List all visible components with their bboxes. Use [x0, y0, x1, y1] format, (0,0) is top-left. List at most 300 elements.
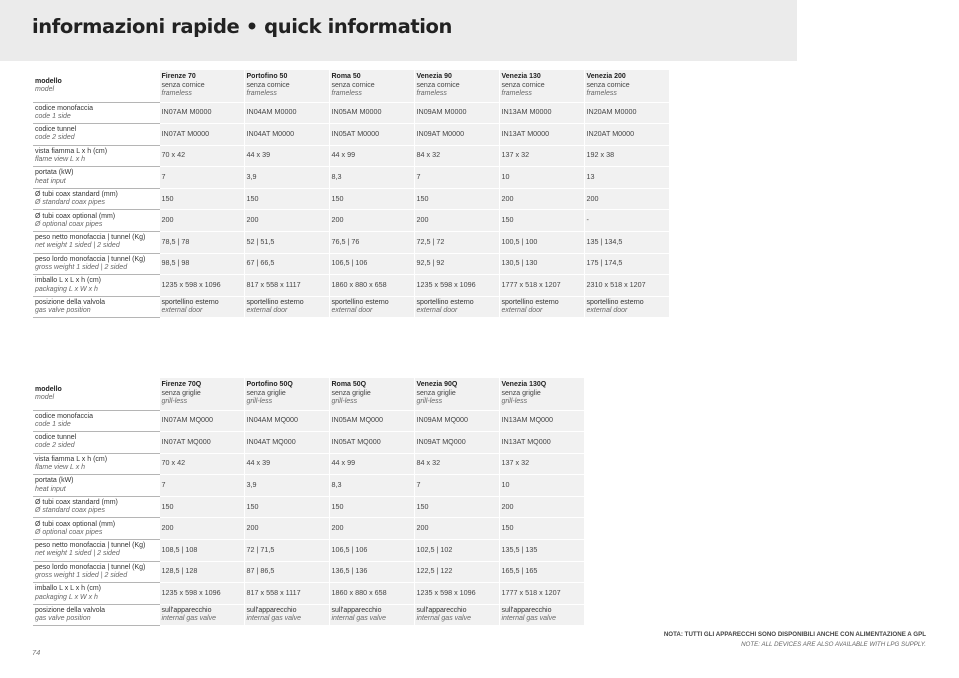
spec-value: 150	[416, 193, 429, 203]
spec-value-cell	[329, 518, 414, 540]
spec-value-cell	[584, 188, 669, 210]
spec-value-cell	[414, 253, 499, 275]
spec-value: 2310 x 518 x 1207	[586, 279, 646, 289]
spec-value-cell	[499, 296, 584, 318]
spec-value-cell	[329, 475, 414, 497]
model-variant: senza cornice	[331, 81, 375, 89]
spec-value-cell	[329, 253, 414, 275]
spec-label-cell	[33, 561, 159, 583]
model-label-en: model	[35, 85, 55, 93]
spec-value-cell	[329, 210, 414, 232]
spec-value-cell	[329, 453, 414, 475]
spec-value: 10	[501, 171, 510, 181]
model-label: modello	[35, 77, 62, 85]
spec-value-cell	[159, 167, 244, 189]
model-variant-en: grill-less	[331, 397, 358, 405]
spec-value: 92,5 | 92	[416, 258, 445, 268]
model-header-cell	[499, 70, 584, 102]
spec-value-en: external door	[416, 307, 458, 315]
spec-label-cell	[33, 540, 159, 562]
spec-value-cell	[329, 167, 414, 189]
spec-row	[33, 604, 584, 626]
spec-label-cell	[33, 167, 159, 189]
spec-label: peso netto monofaccia | tunnel (Kg)	[35, 234, 146, 242]
spec-value: 150	[246, 193, 259, 203]
spec-value: 3,9	[246, 479, 257, 489]
spec-row	[33, 210, 669, 232]
spec-value-cell	[159, 253, 244, 275]
spec-value: 136,5 | 136	[331, 566, 368, 576]
spec-value-cell	[244, 540, 329, 562]
model-header-cell	[159, 378, 244, 410]
spec-value: sull'apparecchio	[161, 606, 212, 614]
spec-value-cell	[499, 124, 584, 146]
spec-value-cell	[329, 296, 414, 318]
spec-value-cell	[414, 475, 499, 497]
spec-value: sull'apparecchio	[246, 606, 297, 614]
spec-label-cell	[33, 410, 159, 432]
model-variant-en: frameless	[161, 89, 192, 97]
spec-value-en: external door	[246, 307, 288, 315]
spec-value: 200	[501, 501, 514, 511]
spec-value-cell	[499, 232, 584, 254]
spec-label: codice tunnel	[35, 126, 77, 134]
spec-value: IN09AM MQ000	[416, 415, 469, 425]
spec-value-en: internal gas valve	[246, 615, 301, 623]
spec-value: IN09AT MQ000	[416, 436, 466, 446]
spec-label-cell	[33, 453, 159, 475]
model-variant-en: frameless	[331, 89, 362, 97]
spec-value: 67 | 66,5	[246, 258, 275, 268]
spec-value: 200	[161, 215, 174, 225]
spec-table-frameless	[33, 70, 669, 318]
spec-value: IN13AT M0000	[501, 128, 550, 138]
model-variant: senza griglie	[416, 389, 456, 397]
spec-value-cell	[414, 210, 499, 232]
spec-label-en: heat input	[35, 485, 66, 493]
spec-value: IN04AT M0000	[246, 128, 295, 138]
spec-value: 135,5 | 135	[501, 544, 538, 554]
spec-label: posizione della valvola	[35, 298, 106, 306]
spec-label-en: code 2 sided	[35, 442, 75, 450]
spec-value-cell	[414, 410, 499, 432]
spec-value: IN04AM M0000	[246, 107, 297, 117]
spec-value-cell	[584, 253, 669, 275]
spec-label: portata (kW)	[35, 169, 74, 177]
model-variant-en: grill-less	[501, 397, 528, 405]
spec-value-cell	[329, 275, 414, 297]
spec-row	[33, 475, 584, 497]
spec-value-cell	[414, 561, 499, 583]
spec-value: IN04AT MQ000	[246, 436, 296, 446]
model-name: Firenze 70	[161, 73, 196, 81]
spec-value: 13	[586, 171, 595, 181]
spec-value-cell	[499, 188, 584, 210]
spec-value-cell	[584, 167, 669, 189]
spec-value: 200	[331, 215, 344, 225]
model-header-cell	[414, 378, 499, 410]
spec-value-cell	[159, 453, 244, 475]
model-variant: senza cornice	[416, 81, 460, 89]
spec-value-cell	[244, 583, 329, 605]
spec-value: IN07AT M0000	[161, 128, 210, 138]
spec-label: posizione della valvola	[35, 606, 106, 614]
spec-value: 1235 x 598 x 1096	[161, 587, 221, 597]
spec-value-cell	[159, 124, 244, 146]
spec-value: 52 | 51,5	[246, 236, 275, 246]
spec-row	[33, 432, 584, 454]
model-name: Roma 50	[331, 73, 361, 81]
spec-value-cell	[414, 275, 499, 297]
spec-value: 135 | 134,5	[586, 236, 623, 246]
spec-value: IN07AM MQ000	[161, 415, 214, 425]
spec-value: 7	[416, 479, 421, 489]
spec-value-cell	[159, 232, 244, 254]
spec-value: 200	[416, 215, 429, 225]
spec-value: 1235 x 598 x 1096	[161, 279, 221, 289]
spec-value-cell	[499, 432, 584, 454]
spec-value: 150	[501, 523, 514, 533]
spec-label-en: gas valve position	[35, 615, 91, 623]
model-variant: senza cornice	[586, 81, 630, 89]
spec-value-cell	[159, 296, 244, 318]
spec-value: 130,5 | 130	[501, 258, 538, 268]
model-header-cell	[584, 70, 669, 102]
spec-value: 150	[161, 501, 174, 511]
spec-value-cell	[414, 188, 499, 210]
model-header-cell	[329, 378, 414, 410]
spec-value-cell	[159, 604, 244, 626]
spec-value: 106,5 | 106	[331, 544, 368, 554]
spec-value: 150	[501, 215, 514, 225]
spec-value-cell	[414, 124, 499, 146]
spec-value-en: internal gas valve	[501, 615, 556, 623]
spec-value: 108,5 | 108	[161, 544, 198, 554]
spec-value-en: internal gas valve	[331, 615, 386, 623]
spec-label: Ø tubi coax standard (mm)	[35, 498, 118, 506]
spec-value-cell	[244, 453, 329, 475]
spec-value: 200	[246, 215, 259, 225]
spec-row	[33, 167, 669, 189]
spec-value-cell	[244, 145, 329, 167]
spec-value: 1235 x 598 x 1096	[416, 279, 476, 289]
spec-row	[33, 453, 584, 475]
model-header-cell	[414, 70, 499, 102]
model-variant: senza cornice	[246, 81, 290, 89]
spec-value-cell	[329, 496, 414, 518]
model-name: Venezia 90Q	[416, 381, 458, 389]
model-variant: senza cornice	[501, 81, 545, 89]
spec-value: 150	[331, 193, 344, 203]
spec-value-cell	[499, 518, 584, 540]
lpg-note-english: NOTE: ALL DEVICES ARE ALSO AVAILABLE WITH LPG SUPPLY.	[741, 641, 926, 648]
spec-value: IN13AT MQ000	[501, 436, 551, 446]
spec-label-en: net weight 1 sided | 2 sided	[35, 550, 120, 558]
spec-value-cell	[244, 475, 329, 497]
model-header-cell	[499, 378, 584, 410]
spec-value-cell	[414, 167, 499, 189]
model-label-cell	[33, 70, 159, 102]
spec-value: 150	[331, 501, 344, 511]
spec-label-cell	[33, 232, 159, 254]
spec-label-cell	[33, 102, 159, 124]
spec-label-cell	[33, 124, 159, 146]
spec-label: codice tunnel	[35, 434, 77, 442]
spec-value-cell	[244, 561, 329, 583]
spec-row	[33, 540, 584, 562]
spec-row	[33, 124, 669, 146]
spec-value: IN07AT MQ000	[161, 436, 211, 446]
spec-value-cell	[584, 102, 669, 124]
spec-label: Ø tubi coax standard (mm)	[35, 190, 118, 198]
spec-value: -	[586, 215, 589, 225]
spec-value: IN13AM M0000	[501, 107, 552, 117]
spec-value-cell	[499, 145, 584, 167]
spec-value-cell	[329, 102, 414, 124]
spec-value-cell	[159, 210, 244, 232]
spec-value-cell	[499, 210, 584, 232]
spec-label-cell	[33, 518, 159, 540]
spec-value-cell	[244, 210, 329, 232]
spec-value-cell	[159, 102, 244, 124]
spec-value-cell	[414, 145, 499, 167]
spec-label: codice monofaccia	[35, 412, 93, 420]
model-header-cell	[159, 70, 244, 102]
spec-row	[33, 496, 584, 518]
spec-value-cell	[244, 432, 329, 454]
spec-value: 200	[331, 523, 344, 533]
spec-value: 1860 x 880 x 658	[331, 279, 387, 289]
spec-value-cell	[329, 604, 414, 626]
spec-label: portata (kW)	[35, 477, 74, 485]
page-title: informazioni rapide • quick information	[32, 15, 453, 38]
model-name: Firenze 70Q	[161, 381, 202, 389]
spec-value-cell	[414, 232, 499, 254]
spec-label-en: flame view L x h	[35, 463, 86, 471]
spec-value-cell	[244, 102, 329, 124]
spec-label-en: code 1 side	[35, 420, 71, 428]
spec-value-cell	[159, 583, 244, 605]
spec-value-cell	[499, 496, 584, 518]
spec-label-cell	[33, 145, 159, 167]
spec-label: imballo L x L x h (cm)	[35, 277, 101, 285]
spec-value: 44 x 39	[246, 458, 271, 468]
spec-table-grill-less	[33, 378, 584, 626]
spec-label-en: packaging L x W x h	[35, 285, 98, 293]
spec-value: IN09AT M0000	[416, 128, 465, 138]
spec-value-cell	[499, 583, 584, 605]
model-name: Portofino 50Q	[246, 381, 293, 389]
model-variant: senza griglie	[161, 389, 201, 397]
spec-value: 7	[161, 171, 166, 181]
spec-value-cell	[159, 518, 244, 540]
spec-value: 175 | 174,5	[586, 258, 623, 268]
spec-value: 84 x 32	[416, 458, 441, 468]
spec-value-cell	[159, 540, 244, 562]
spec-value: sportellino esterno	[161, 298, 219, 306]
spec-value: 150	[246, 501, 259, 511]
spec-value-cell	[159, 475, 244, 497]
spec-value-cell	[414, 432, 499, 454]
spec-value-cell	[329, 124, 414, 146]
spec-value: IN09AM M0000	[416, 107, 467, 117]
spec-value: sportellino esterno	[246, 298, 304, 306]
spec-value-cell	[244, 232, 329, 254]
spec-row	[33, 232, 669, 254]
model-variant-en: frameless	[416, 89, 447, 97]
spec-value-cell	[499, 275, 584, 297]
spec-value: IN05AM M0000	[331, 107, 382, 117]
lpg-note-italian: NOTA: TUTTI GLI APPARECCHI SONO DISPONIBILI ANCHE CON ALIMENTAZIONE A GPL	[663, 631, 926, 638]
spec-value-en: internal gas valve	[161, 615, 216, 623]
spec-value: 137 x 32	[501, 150, 530, 160]
model-name: Venezia 200	[586, 73, 626, 81]
model-label-en: model	[35, 393, 55, 401]
spec-label-en: code 1 side	[35, 112, 71, 120]
spec-label-cell	[33, 210, 159, 232]
spec-value-cell	[499, 102, 584, 124]
spec-value-cell	[244, 188, 329, 210]
spec-value: IN20AT M0000	[586, 128, 635, 138]
spec-value: 137 x 32	[501, 458, 530, 468]
spec-value-cell	[584, 145, 669, 167]
spec-value: 76,5 | 76	[331, 236, 360, 246]
spec-label-en: Ø optional coax pipes	[35, 220, 103, 228]
spec-value: IN20AM M0000	[586, 107, 637, 117]
spec-value: 150	[161, 193, 174, 203]
model-variant-en: frameless	[501, 89, 532, 97]
spec-value: 3,9	[246, 171, 257, 181]
spec-value: 817 x 558 x 1117	[246, 279, 301, 289]
spec-value-cell	[244, 253, 329, 275]
spec-label-en: gross weight 1 sided | 2 sided	[35, 263, 128, 271]
model-variant: senza cornice	[161, 81, 205, 89]
spec-value: 7	[416, 171, 421, 181]
spec-value-cell	[244, 275, 329, 297]
spec-label: codice monofaccia	[35, 104, 93, 112]
spec-row	[33, 253, 669, 275]
model-name: Venezia 90	[416, 73, 452, 81]
spec-value: 122,5 | 122	[416, 566, 453, 576]
spec-value: 106,5 | 106	[331, 258, 368, 268]
spec-value-en: external door	[586, 307, 628, 315]
spec-value-cell	[414, 518, 499, 540]
spec-value-cell	[499, 540, 584, 562]
spec-value-cell	[584, 210, 669, 232]
page-number: 74	[32, 648, 41, 657]
spec-row	[33, 296, 669, 318]
spec-label-cell	[33, 296, 159, 318]
spec-value: 10	[501, 479, 510, 489]
spec-value: 1777 x 518 x 1207	[501, 587, 561, 597]
spec-value-cell	[414, 583, 499, 605]
spec-label-en: Ø optional coax pipes	[35, 528, 103, 536]
spec-value: sportellino esterno	[501, 298, 559, 306]
spec-value-cell	[329, 188, 414, 210]
spec-value: 7	[161, 479, 166, 489]
spec-value: IN05AT MQ000	[331, 436, 381, 446]
spec-row	[33, 102, 669, 124]
spec-row	[33, 518, 584, 540]
spec-value: 200	[161, 523, 174, 533]
spec-value-cell	[329, 410, 414, 432]
spec-value-cell	[159, 410, 244, 432]
spec-value: 44 x 99	[331, 150, 356, 160]
spec-value: 8,3	[331, 171, 342, 181]
spec-label-cell	[33, 188, 159, 210]
spec-value: 192 x 38	[586, 150, 615, 160]
model-variant: senza griglie	[246, 389, 286, 397]
spec-value-en: external door	[501, 307, 543, 315]
spec-value-cell	[584, 124, 669, 146]
spec-value: 200	[416, 523, 429, 533]
spec-label: vista fiamma L x h (cm)	[35, 455, 108, 463]
spec-value: sull'apparecchio	[331, 606, 382, 614]
spec-value-cell	[244, 410, 329, 432]
spec-value: 72 | 71,5	[246, 544, 275, 554]
spec-value: 98,5 | 98	[161, 258, 190, 268]
spec-value: 200	[246, 523, 259, 533]
spec-value: 150	[416, 501, 429, 511]
spec-value: IN05AT M0000	[331, 128, 380, 138]
model-name: Venezia 130Q	[501, 381, 547, 389]
spec-label: imballo L x L x h (cm)	[35, 585, 101, 593]
model-name: Roma 50Q	[331, 381, 367, 389]
spec-value: 1777 x 518 x 1207	[501, 279, 561, 289]
spec-value-cell	[159, 145, 244, 167]
spec-row	[33, 188, 669, 210]
spec-value-cell	[499, 475, 584, 497]
model-variant-en: grill-less	[161, 397, 188, 405]
spec-label-en: flame view L x h	[35, 155, 86, 163]
model-name: Venezia 130	[501, 73, 541, 81]
spec-value: 200	[501, 193, 514, 203]
spec-value-cell	[329, 145, 414, 167]
spec-label-cell	[33, 432, 159, 454]
spec-value-cell	[159, 188, 244, 210]
model-variant: senza griglie	[501, 389, 541, 397]
spec-label-cell	[33, 583, 159, 605]
spec-row	[33, 275, 669, 297]
spec-value-cell	[159, 432, 244, 454]
spec-value: 44 x 99	[331, 458, 356, 468]
spec-value: 1235 x 598 x 1096	[416, 587, 476, 597]
spec-value: sull'apparecchio	[501, 606, 552, 614]
spec-value-cell	[329, 432, 414, 454]
spec-value-cell	[244, 167, 329, 189]
spec-value-cell	[499, 253, 584, 275]
spec-value: sportellino esterno	[586, 298, 644, 306]
model-label-cell	[33, 378, 159, 410]
spec-value: 84 x 32	[416, 150, 441, 160]
spec-label-en: heat input	[35, 177, 66, 185]
spec-label: Ø tubi coax optional (mm)	[35, 212, 116, 220]
spec-value-cell	[414, 296, 499, 318]
spec-value-cell	[244, 296, 329, 318]
spec-value: 87 | 86,5	[246, 566, 275, 576]
spec-value-cell	[414, 453, 499, 475]
spec-value: 128,5 | 128	[161, 566, 198, 576]
spec-value-cell	[159, 275, 244, 297]
spec-label-en: Ø standard coax pipes	[35, 199, 106, 207]
model-variant-en: grill-less	[416, 397, 443, 405]
spec-value: sull'apparecchio	[416, 606, 467, 614]
model-variant: senza griglie	[331, 389, 371, 397]
spec-value: IN04AM MQ000	[246, 415, 299, 425]
spec-value-cell	[159, 496, 244, 518]
spec-label-cell	[33, 496, 159, 518]
spec-value-cell	[329, 583, 414, 605]
